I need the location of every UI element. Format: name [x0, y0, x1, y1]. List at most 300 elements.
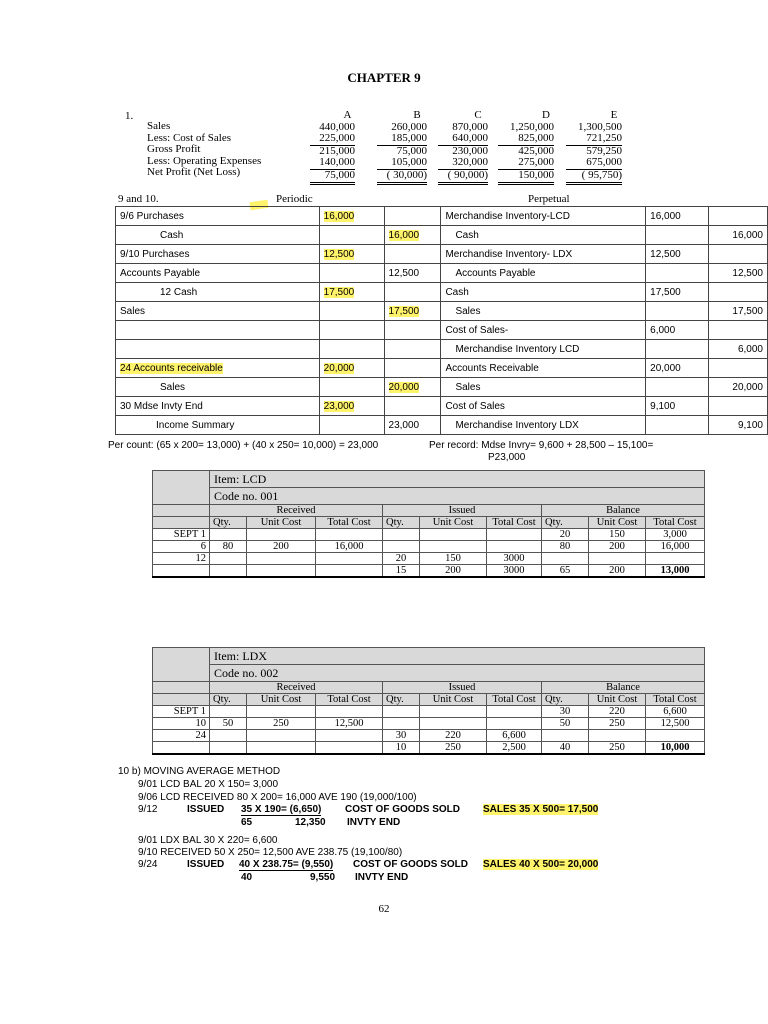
column-c — [438, 110, 488, 185]
card-cell: 50 — [210, 718, 247, 730]
journal-cell-qd — [646, 207, 709, 226]
cell: 1,250,000 — [510, 120, 554, 133]
lcd-issued-label: ISSUED — [187, 804, 225, 815]
card-row — [153, 706, 705, 718]
problem-1-number: 1. — [125, 110, 134, 122]
journal-cell-qc — [709, 264, 768, 283]
cell: 75,000 — [396, 144, 427, 157]
journal-text: Merchandise Inventory LCD — [455, 343, 580, 355]
journal-cell-pc — [384, 264, 441, 283]
journal-cell-pd — [319, 359, 384, 378]
ldx-issued-calc: 40 X 238.75= (9,550) — [239, 859, 334, 870]
card-cell: 10 — [383, 742, 420, 755]
ldx-issued-label: ISSUED — [187, 859, 225, 870]
journal-cell-pd — [319, 416, 384, 435]
card-row — [153, 742, 705, 755]
journal-cell-pc — [384, 207, 441, 226]
cell: 75,000 — [310, 170, 355, 185]
card-cell: 250 — [247, 718, 316, 730]
journal-cell-qc — [709, 378, 768, 397]
journal-text: 16,000 — [388, 229, 420, 241]
journal-row — [116, 340, 768, 359]
lcd-bal-line: 9/01 LCD BAL 20 X 150= 3,000 — [138, 779, 279, 790]
card-cell: SEPT 1 — [153, 529, 210, 541]
journal-cell-pc — [384, 378, 441, 397]
card-corner — [153, 648, 210, 682]
card-cell — [542, 730, 589, 742]
card-cell — [316, 742, 383, 755]
card-cell: 65 — [542, 565, 589, 578]
periodic-heading: Periodic — [276, 193, 313, 205]
card-cell — [589, 730, 646, 742]
journal-text: 16,000 — [323, 210, 355, 222]
card-cell: 250 — [420, 742, 487, 755]
card-cell — [316, 706, 383, 718]
lcd-end-amount: 12,350 — [295, 817, 326, 828]
card-cell: 10 — [153, 718, 210, 730]
total-cost-head: Total Cost — [487, 694, 542, 706]
journal-text: 23,000 — [388, 419, 420, 431]
journal-cell-qd — [646, 321, 709, 340]
card-cell: 200 — [589, 565, 646, 578]
card-cell: 200 — [589, 541, 646, 553]
lcd-issued-date: 9/12 — [138, 804, 158, 815]
journal-cell-qa — [441, 359, 646, 378]
cell: 150,000 — [498, 170, 554, 185]
card-cell: 16,000 — [316, 541, 383, 553]
journal-text: 17,500 — [323, 286, 355, 298]
card-item: Item: LDX — [210, 648, 705, 665]
card-cell — [210, 529, 247, 541]
card-cell — [210, 553, 247, 565]
card-code: Code no. 001 — [210, 488, 705, 505]
journal-cell-qc — [709, 359, 768, 378]
card-cell: 80 — [210, 541, 247, 553]
qty-head: Qty. — [383, 517, 420, 529]
journal-text: Income Summary — [156, 419, 235, 431]
journal-cell-qc — [709, 245, 768, 264]
journal-text: 20,000 — [650, 362, 681, 374]
journal-cell-pa — [116, 264, 320, 283]
journal-text: 6,000 — [650, 324, 676, 336]
journal-cell-qc — [709, 302, 768, 321]
cell: 215,000 — [319, 144, 355, 157]
cell: 425,000 — [518, 144, 554, 157]
journal-text: 9/10 Purchases — [120, 248, 190, 260]
journal-cell-qd — [646, 226, 709, 245]
journal-cell-qa — [441, 321, 646, 340]
card-row — [153, 541, 705, 553]
journal-cell-pc — [384, 340, 441, 359]
per-count-note: Per count: (65 x 200= 13,000) + (40 x 250= 10,000) = 23,000 — [108, 440, 379, 451]
card-cell: 220 — [589, 706, 646, 718]
column-c-head: C — [474, 109, 482, 121]
ldx-received-line: 9/10 RECEIVED 50 X 250= 12,500 AVE 238.75 (19,100/80) — [138, 847, 403, 858]
label-net-profit: Net Profit (Net Loss) — [147, 166, 241, 179]
journal-text: Accounts Payable — [120, 267, 201, 279]
journal-text: 12 Cash — [160, 286, 198, 298]
card-cell: 40 — [542, 742, 589, 755]
journal-text: Merchandise Inventory LDX — [455, 419, 579, 431]
card-cell — [316, 529, 383, 541]
card-cell — [646, 730, 705, 742]
card-cell: 80 — [542, 541, 589, 553]
journal-text: Sales — [455, 381, 481, 393]
card-cell: 6 — [153, 541, 210, 553]
total-cost-head: Total Cost — [316, 694, 383, 706]
label-gross-profit: Gross Profit — [147, 143, 201, 156]
card-code: Code no. 002 — [210, 665, 705, 682]
column-b — [377, 110, 427, 185]
journal-cell-qa — [441, 302, 646, 321]
journal-row — [116, 416, 768, 435]
card-cell: 16,000 — [646, 541, 705, 553]
journal-cell-pd — [319, 264, 384, 283]
card-cell — [247, 730, 316, 742]
journal-text: 9,100 — [650, 400, 676, 412]
card-item: Item: LCD — [210, 471, 705, 488]
card-row — [153, 529, 705, 541]
journal-text: 9/6 Purchases — [120, 210, 184, 222]
journal-text: Merchandise Inventory-LCD — [445, 210, 570, 222]
journal-text: Cost of Sales- — [445, 324, 509, 336]
journal-cell-pa — [116, 283, 320, 302]
journal-cell-pa — [116, 207, 320, 226]
journal-cell-pa — [116, 340, 320, 359]
journal-cell-pa — [116, 226, 320, 245]
ldx-sales: SALES 40 X 500= 20,000 — [483, 859, 599, 870]
journal-text: 12,500 — [323, 248, 355, 260]
card-cell: SEPT 1 — [153, 706, 210, 718]
journal-cell-qd — [646, 340, 709, 359]
card-cell: 3000 — [487, 553, 542, 565]
journal-text: Merchandise Inventory- LDX — [445, 248, 573, 260]
cell: 440,000 — [319, 120, 355, 133]
unit-cost-head: Unit Cost — [247, 517, 316, 529]
cell: 579,250 — [586, 144, 622, 157]
journal-cell-qa — [441, 245, 646, 264]
card-cell — [316, 553, 383, 565]
journal-cell-qa — [441, 283, 646, 302]
journal-cell-qc — [709, 226, 768, 245]
blank — [153, 682, 210, 694]
card-cell: 24 — [153, 730, 210, 742]
journal-cell-pa — [116, 416, 320, 435]
card-row — [153, 718, 705, 730]
cell: 230,000 — [452, 144, 488, 157]
card-cell — [247, 553, 316, 565]
journal-text: Cost of Sales — [445, 400, 505, 412]
journal-text: 23,000 — [323, 400, 355, 412]
label-sales: Sales — [147, 120, 171, 132]
qty-head: Qty. — [383, 694, 420, 706]
journal-cell-pc — [384, 321, 441, 340]
card-cell — [420, 541, 487, 553]
card-cell — [542, 553, 589, 565]
cell: 825,000 — [498, 133, 554, 146]
journal-cell-qc — [709, 340, 768, 359]
ldx-end-label: INVTY END — [355, 872, 409, 883]
issued-head: Issued — [383, 505, 542, 517]
journal-cell-pd — [319, 302, 384, 321]
journal-table — [115, 206, 768, 435]
journal-cell-qa — [441, 226, 646, 245]
column-e — [566, 110, 622, 185]
card-row — [153, 730, 705, 742]
journal-cell-qc — [709, 397, 768, 416]
journal-cell-qa — [441, 397, 646, 416]
qty-head: Qty. — [210, 694, 247, 706]
card-cell: 220 — [420, 730, 487, 742]
lcd-sales: SALES 35 X 500= 17,500 — [483, 804, 599, 815]
journal-cell-qc — [709, 416, 768, 435]
journal-cell-pd — [319, 378, 384, 397]
journal-text: 17,500 — [388, 305, 420, 317]
ldx-end-amount: 9,550 — [310, 872, 336, 883]
card-cell: 13,000 — [646, 565, 705, 578]
journal-cell-qc — [709, 283, 768, 302]
card-cell: 12 — [153, 553, 210, 565]
card-cell: 30 — [542, 706, 589, 718]
unit-cost-head: Unit Cost — [589, 694, 646, 706]
journal-cell-pd — [319, 226, 384, 245]
journal-text: Accounts Receivable — [445, 362, 539, 374]
card-cell: 6,600 — [487, 730, 542, 742]
card-cell — [316, 730, 383, 742]
card-cell: 10,000 — [646, 742, 705, 755]
cell: 185,000 — [377, 133, 427, 146]
label-operating-expenses: Less: Operating Expenses — [147, 154, 262, 167]
lcd-end-label: INVTY END — [347, 817, 401, 828]
journal-cell-qd — [646, 302, 709, 321]
column-a-head: A — [343, 109, 352, 121]
journal-cell-qd — [646, 359, 709, 378]
card-cell: 15 — [383, 565, 420, 578]
journal-cell-pa — [116, 359, 320, 378]
card-corner — [153, 471, 210, 505]
blank — [153, 505, 210, 517]
unit-cost-head: Unit Cost — [420, 517, 487, 529]
journal-cell-qa — [441, 264, 646, 283]
journal-text: 30 Mdse Invty End — [120, 400, 203, 412]
card-cell: 200 — [247, 541, 316, 553]
card-cell: 20 — [383, 553, 420, 565]
card-cell — [153, 742, 210, 755]
card-cell: 200 — [420, 565, 487, 578]
journal-cell-pc — [384, 245, 441, 264]
journal-row — [116, 245, 768, 264]
journal-cell-qd — [646, 283, 709, 302]
blank — [153, 517, 210, 529]
card-cell: 12,500 — [316, 718, 383, 730]
section-label: 9 and 10. — [118, 193, 159, 205]
page-number: 62 — [378, 903, 390, 915]
card-cell — [589, 553, 646, 565]
journal-text: 20,000 — [388, 381, 420, 393]
card-cell: 2,500 — [487, 742, 542, 755]
journal-cell-qa — [441, 207, 646, 226]
lcd-end-qty: 65 — [241, 817, 253, 828]
card-cell — [210, 742, 247, 755]
journal-text: Accounts Payable — [455, 267, 536, 279]
journal-text: 16,000 — [650, 210, 681, 222]
card-cell — [210, 730, 247, 742]
card-row — [153, 553, 705, 565]
journal-cell-qc — [709, 207, 768, 226]
card-cell — [420, 529, 487, 541]
card-cell — [210, 565, 247, 578]
total-cost-head: Total Cost — [316, 517, 383, 529]
journal-text: 12,500 — [732, 267, 763, 279]
received-head: Received — [210, 505, 383, 517]
per-record-note: Per record: Mdse Invry= 9,600 + 28,500 – 15,100= — [429, 440, 654, 451]
card-cell — [247, 529, 316, 541]
issued-head: Issued — [383, 682, 542, 694]
unit-cost-head: Unit Cost — [589, 517, 646, 529]
card-cell: 12,500 — [646, 718, 705, 730]
unit-cost-head: Unit Cost — [420, 694, 487, 706]
journal-text: 20,000 — [732, 381, 763, 393]
journal-row — [116, 264, 768, 283]
journal-text: Sales — [160, 381, 186, 393]
column-d — [498, 110, 554, 185]
journal-cell-pc — [384, 226, 441, 245]
balance-head: Balance — [542, 505, 705, 517]
card-cell: 30 — [383, 730, 420, 742]
cell: ( 30,000) — [377, 170, 427, 185]
card-cell — [383, 529, 420, 541]
card-cell: 6,600 — [646, 706, 705, 718]
card-cell — [316, 565, 383, 578]
qty-head: Qty. — [210, 517, 247, 529]
journal-cell-pd — [319, 321, 384, 340]
ldx-issued-date: 9/24 — [138, 859, 158, 870]
chapter-title: CHAPTER 9 — [347, 70, 421, 85]
journal-cell-qd — [646, 378, 709, 397]
card-cell — [210, 706, 247, 718]
journal-cell-pd — [319, 397, 384, 416]
journal-text: Cash — [445, 286, 469, 298]
card-cell — [383, 706, 420, 718]
card-cell — [646, 553, 705, 565]
journal-text: Cash — [160, 229, 184, 241]
journal-cell-pd — [319, 340, 384, 359]
cell: 320,000 — [438, 157, 488, 170]
card-cell — [487, 529, 542, 541]
total-cost-head: Total Cost — [646, 517, 705, 529]
card-cell — [247, 742, 316, 755]
cell: 225,000 — [310, 133, 355, 146]
journal-text: Sales — [455, 305, 481, 317]
problem-1-labels — [147, 110, 261, 179]
journal-text: 24 Accounts receivable — [120, 362, 223, 374]
lcd-cogs: COST OF GOODS SOLD — [345, 804, 461, 815]
journal-row — [116, 207, 768, 226]
card-cell — [383, 541, 420, 553]
card-cell — [420, 706, 487, 718]
ldx-cogs: COST OF GOODS SOLD — [353, 859, 469, 870]
unit-cost-head: Unit Cost — [247, 694, 316, 706]
journal-text: 6,000 — [737, 343, 763, 355]
journal-text: 9,100 — [737, 419, 763, 431]
journal-cell-pa — [116, 302, 320, 321]
journal-cell-pa — [116, 321, 320, 340]
journal-row — [116, 359, 768, 378]
journal-row — [116, 378, 768, 397]
ldx-bal-line: 9/01 LDX BAL 30 X 220= 6,600 — [138, 835, 278, 846]
perpetual-heading: Perpetual — [528, 193, 570, 205]
column-b-head: B — [413, 109, 421, 121]
journal-cell-pa — [116, 397, 320, 416]
blank — [153, 694, 210, 706]
journal-cell-pc — [384, 302, 441, 321]
journal-cell-qd — [646, 264, 709, 283]
cell: 1,300,500 — [578, 120, 622, 133]
cell: 640,000 — [438, 133, 488, 146]
journal-row — [116, 321, 768, 340]
card-cell: 20 — [542, 529, 589, 541]
journal-text: 17,500 — [650, 286, 681, 298]
column-e-head: E — [610, 109, 618, 121]
journal-cell-pa — [116, 378, 320, 397]
cell: ( 95,750) — [566, 170, 622, 185]
cell: 140,000 — [310, 157, 355, 170]
journal-text: 12,500 — [388, 267, 420, 279]
card-cell: 250 — [589, 718, 646, 730]
stock-card-lcd — [152, 470, 705, 578]
journal-row — [116, 226, 768, 245]
journal-cell-pa — [116, 245, 320, 264]
journal-cell-qa — [441, 416, 646, 435]
card-cell — [420, 718, 487, 730]
card-cell: 3000 — [487, 565, 542, 578]
card-cell: 3,000 — [646, 529, 705, 541]
cell: 105,000 — [377, 157, 427, 170]
lcd-issued-calc: 35 X 190= (6,650) — [241, 804, 322, 815]
journal-cell-qa — [441, 378, 646, 397]
card-cell: 150 — [420, 553, 487, 565]
card-cell: 250 — [589, 742, 646, 755]
qty-head: Qty. — [542, 517, 589, 529]
column-a — [310, 110, 355, 185]
journal-text: Cash — [455, 229, 479, 241]
card-cell — [153, 565, 210, 578]
cell: 870,000 — [452, 120, 488, 133]
journal-cell-pc — [384, 283, 441, 302]
moving-average-title: 10 b) MOVING AVERAGE METHOD — [118, 766, 281, 777]
journal-text: 16,000 — [732, 229, 763, 241]
journal-text: 12,500 — [650, 248, 681, 260]
card-cell — [487, 706, 542, 718]
per-record-total: P23,000 — [488, 452, 526, 463]
cell: ( 90,000) — [438, 170, 488, 185]
journal-cell-pd — [319, 283, 384, 302]
card-cell: 50 — [542, 718, 589, 730]
journal-text: Sales — [120, 305, 146, 317]
journal-cell-qd — [646, 416, 709, 435]
journal-row — [116, 397, 768, 416]
journal-text: 17,500 — [732, 305, 763, 317]
balance-head: Balance — [542, 682, 705, 694]
journal-cell-qc — [709, 321, 768, 340]
journal-cell-pc — [384, 397, 441, 416]
journal-cell-qd — [646, 245, 709, 264]
total-cost-head: Total Cost — [487, 517, 542, 529]
card-cell — [247, 706, 316, 718]
cell: 675,000 — [566, 157, 622, 170]
card-cell — [383, 718, 420, 730]
journal-cell-qa — [441, 340, 646, 359]
